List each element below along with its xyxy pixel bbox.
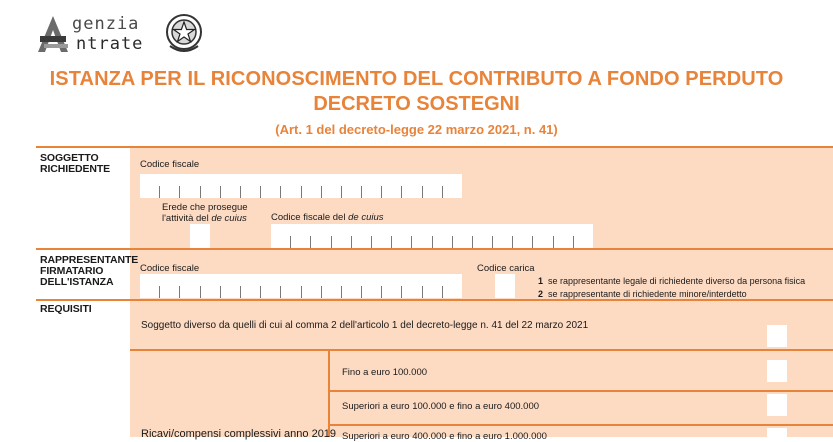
agenzia-entrate-logo — [36, 12, 206, 56]
fascia-ricavi-1-checkbox[interactable] — [767, 360, 787, 382]
section-divider — [36, 146, 833, 148]
fascia-ricavi-3-checkbox[interactable] — [767, 428, 787, 437]
codice-fiscale-label: Codice fiscale — [140, 263, 200, 274]
section-requisiti: REQUISITI — [40, 303, 92, 315]
codice-fiscale-rappresentante-field[interactable] — [140, 274, 462, 298]
codice-fiscale-richiedente-field[interactable] — [140, 174, 462, 198]
logo-word-agenzia: genzia — [72, 14, 140, 34]
fascia-ricavi-2-label: Superiori a euro 100.000 e fino a euro 400.000 — [342, 401, 540, 412]
requisito-soggetto-diverso-label: Soggetto diverso da quelli di cui al comma 2 dell'articolo 1 del decreto-legge n. 41 del 22 marzo 2021 — [141, 320, 589, 331]
form-title-line1: ISTANZA PER IL RICONOSCIMENTO DEL CONTRIBUTO A FONDO PERDUTO — [49, 68, 784, 90]
erede-label: Erede che prosegue l'attività del de cuius — [162, 202, 248, 224]
column-divider — [328, 349, 330, 437]
agenzia-logo-mark-icon — [36, 14, 70, 54]
row-divider — [328, 424, 833, 426]
section-rappresentante-firmatario: RAPPRESENTANTE FIRMATARIO DELL'ISTANZA — [40, 254, 139, 288]
row-divider — [328, 390, 833, 392]
cf-de-cuius-label: Codice fiscale del de cuius — [271, 212, 384, 223]
italian-republic-emblem-icon — [164, 12, 204, 54]
codice-carica-field[interactable] — [495, 274, 515, 298]
logo-word-entrate: ntrate — [76, 34, 144, 54]
requisito-soggetto-diverso-checkbox[interactable] — [767, 325, 787, 347]
codice-carica-label: Codice carica — [477, 263, 535, 274]
form-legal-reference: (Art. 1 del decreto-legge 22 marzo 2021, n. 41) — [275, 122, 558, 137]
section-divider — [36, 248, 833, 250]
erede-checkbox[interactable] — [190, 224, 210, 248]
fascia-ricavi-2-checkbox[interactable] — [767, 394, 787, 416]
fascia-ricavi-1-label: Fino a euro 100.000 — [342, 367, 428, 378]
codice-carica-notes: 1 se rappresentante legale di richiedente diverso da persona fisica 2 se rappresentante di richiedente minore/interdetto — [538, 276, 806, 299]
row-divider — [130, 349, 833, 351]
fascia-ricavi-3-label: Superiori a euro 400.000 e fino a euro 1.000.000 — [342, 431, 547, 442]
codice-fiscale-label: Codice fiscale — [140, 159, 200, 170]
form-title-line2: DECRETO SOSTEGNI — [313, 93, 520, 115]
section-soggetto-richiedente: SOGGETTO RICHIEDENTE — [40, 152, 111, 175]
codice-fiscale-de-cuius-field[interactable] — [271, 224, 593, 248]
ricavi-compensi-label: Ricavi/compensi complessivi anno 2019 — [141, 428, 337, 440]
